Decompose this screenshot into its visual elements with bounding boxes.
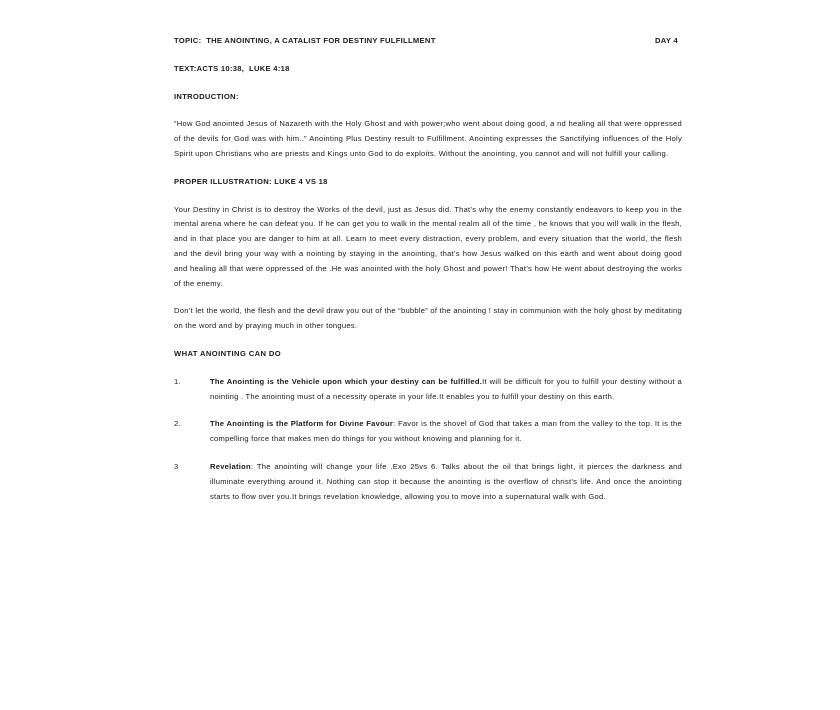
list-item-rest: It will be difficult for you to fulfill your destiny without a nointing . The anointing must of a necessity operate in your life.It enables you to fulfill your destiny on this earth. bbox=[210, 376, 682, 401]
list-item bbox=[174, 417, 682, 447]
document-sheet bbox=[172, 0, 684, 710]
text-reference: TEXT:ACTS 10:38, LUKE 4:18 bbox=[174, 63, 290, 73]
proper-illustration-label: PROPER ILLUSTRATION: LUKE 4 VS 18 bbox=[174, 176, 328, 186]
list-item-lead: Revelation bbox=[210, 461, 251, 471]
what-anointing-can-do-heading: WHAT ANOINTING CAN DO bbox=[174, 348, 282, 358]
list-item-lead: The Anointing is the Platform for Divine Favour bbox=[210, 419, 394, 429]
document-body bbox=[174, 34, 682, 504]
list-item bbox=[174, 375, 682, 405]
list-item-number: 3 bbox=[174, 461, 179, 471]
introduction-paragraph: “How God anointed Jesus of Nazareth with the Holy Ghost and with power;who went about doing good, a nd healing all that were oppressed of the devils for God was with him..” Anointing Plus Destiny result to Fulfillment. Anointing expresses the Sanctifying influences of the Holy Spirit upon Christians who are priests and Kings unto God to do exploits. Without the anointing, you cannot and will not fulfill your calling. bbox=[174, 119, 682, 158]
destiny-paragraph: Your Destiny in Christ is to destroy the Works of the devil, just as Jesus did. That’s why the enemy constantly endeavors to keep you in the mental arena where he can defeat you. If he can get you to walk in the mental realm all of the time , he knows that you will walk in the flesh, and in that place you are danger to him at all. Learn to meet every distraction, every problem, and every situation that the world, the flesh and the devil bring your way with a nointing by staying in the anointing, that’s how Jesus walked on this earth and went about doing good and healing all that were oppressed of the .He was anointed with the holy Ghost and power! That’s how He went about destroying the works of the enemy. bbox=[174, 204, 682, 288]
list-item-number: 1. bbox=[174, 376, 181, 386]
topic-title: TOPIC: THE ANOINTING, A CATALIST FOR DESTINY FULFILLMENT bbox=[174, 36, 436, 45]
bubble-paragraph: Don’t let the world, the flesh and the devil draw you out of the “bubble” of the anointing ! stay in communion with the holy ghost by meditating on the word and by praying much in other tongues. bbox=[174, 306, 682, 331]
list-item-number: 2. bbox=[174, 419, 181, 429]
list-item-rest: : The anointing will change your life .Exo 25vs 6. Talks about the oil that brings light, it pierces the darkness and illuminate everything around it. Nothing can stop it because the anointing is the overflow of christ’s life. And once the anointing starts to flow over you.It brings revelation knowledge, allowing you to move into a supernatural walk with God. bbox=[210, 461, 682, 501]
list-item-body bbox=[210, 460, 682, 504]
list-item bbox=[174, 460, 682, 504]
anointing-list bbox=[174, 375, 682, 505]
day-label: DAY 4 bbox=[654, 36, 678, 45]
list-item-body bbox=[210, 417, 682, 447]
document-header bbox=[174, 34, 682, 49]
list-item-rest: : Favor is the shovel of God that takes a man from the valley to the top. It is the compelling force that makes men do things for you without knowing and planning for it. bbox=[210, 419, 682, 444]
introduction-label: INTRODUCTION: bbox=[174, 91, 239, 101]
list-item-lead: The Anointing is the Vehicle upon which your destiny can be fulfilled. bbox=[210, 376, 483, 386]
list-item-body bbox=[210, 375, 682, 405]
